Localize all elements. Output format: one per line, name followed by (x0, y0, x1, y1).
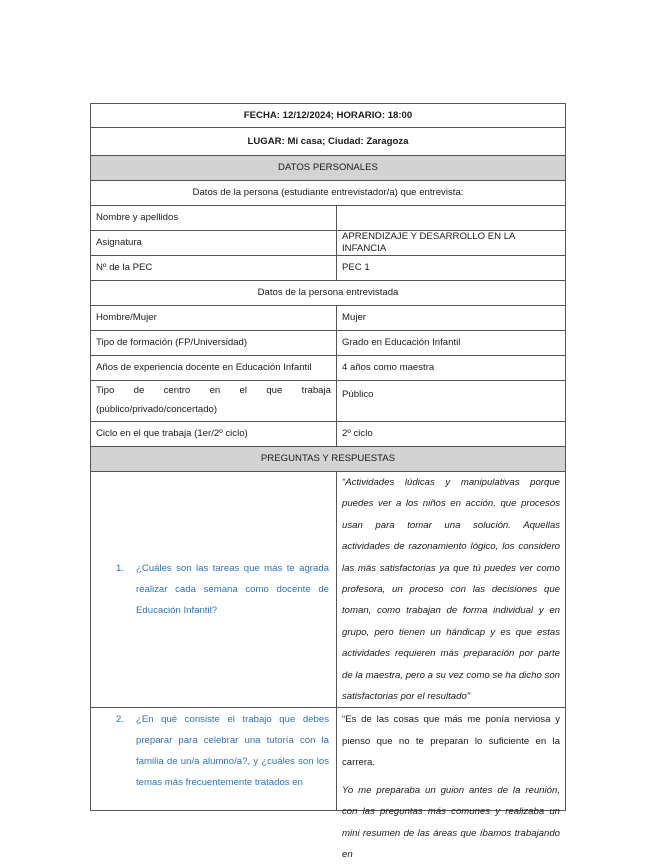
gender-value: Mujer (337, 306, 566, 331)
qa-row-1 (91, 472, 566, 708)
experience-value: 4 años como maestra (337, 356, 566, 381)
answer-cell-2 (337, 708, 566, 860)
personal-data-header-row (91, 156, 566, 181)
training-row (91, 331, 566, 356)
question-cell-1 (91, 472, 337, 708)
center-type-value: Público (337, 381, 566, 422)
name-row (91, 206, 566, 231)
pec-row (91, 256, 566, 281)
name-label: Nombre y apellidos (91, 206, 337, 231)
subject-row (91, 231, 566, 256)
interviewer-title: Datos de la persona (estudiante entrevistador/a) que entrevista: (91, 181, 566, 206)
question-number-2: 2. (116, 714, 125, 726)
name-value (337, 206, 566, 231)
answer-cell-1 (337, 472, 566, 708)
place-row (91, 128, 566, 156)
training-label: Tipo de formación (FP/Universidad) (91, 331, 337, 356)
question-cell-2 (91, 708, 337, 811)
question-number-1: 1. (116, 563, 125, 575)
gender-label: Hombre/Mujer (91, 306, 337, 331)
place-line: LUGAR: Mi casa; Ciudad: Zaragoza (91, 128, 566, 156)
date-row (91, 104, 566, 128)
personal-data-section-title: DATOS PERSONALES (91, 156, 566, 181)
subject-value: APRENDIZAJE Y DESARROLLO EN LA INFANCIA (337, 231, 566, 256)
interview-form-table (90, 103, 566, 860)
pec-value: PEC 1 (337, 256, 566, 281)
qa-header-row (91, 447, 566, 472)
experience-row (91, 356, 566, 381)
center-type-label: Tipo de centro en el que trabaja (público/privado/concertado) (91, 381, 337, 422)
pec-label: Nº de la PEC (91, 256, 337, 281)
interviewer-title-row (91, 181, 566, 206)
subject-label: Asignatura (91, 231, 337, 256)
answer-text-2-p1: “Es de las cosas que más me ponía nerviosa y pienso que no te preparan lo suficiente en la carrera. (342, 714, 560, 769)
question-text-1: ¿Cuáles son las tareas que más te agrada realizar cada semana como docente de Educación Infantil? (136, 563, 329, 617)
gender-row (91, 306, 566, 331)
qa-row-2 (91, 708, 566, 811)
answer-text-1: “Actividades lúdicas y manipulativas porque puedes ver a los niños en acción, que procesos usan para tomar una solución. Aquellas actividades de razonamiento lógico, los considero las más satisfactorias ya que tú puedes ver como profesora, un proceso con las decisiones que toman, como trabajan de forma individual y en grupo, pero tienen un hándicap y es que estas actividades requieren más preparación por parte de la maestra, pero a su vez como se ha dicho son satisfactorias por el resultado” (342, 477, 560, 703)
question-text-2: ¿En qué consiste el trabajo que debes preparar para celebrar una tutoría con la familia de un/a alumno/a?, y ¿cuáles son los temas más frecuentemente tratados en (136, 714, 329, 789)
experience-label: Años de experiencia docente en Educación Infantil (91, 356, 337, 381)
qa-section-title: PREGUNTAS Y RESPUESTAS (91, 447, 566, 472)
center-type-row (91, 381, 566, 422)
interviewee-title-row (91, 281, 566, 306)
cycle-value: 2º ciclo (337, 422, 566, 447)
training-value: Grado en Educación Infantil (337, 331, 566, 356)
date-time-line: FECHA: 12/12/2024; HORARIO: 18:00 (91, 104, 566, 128)
cycle-label: Ciclo en el que trabaja (1er/2º ciclo) (91, 422, 337, 447)
cycle-row (91, 422, 566, 447)
interviewee-title: Datos de la persona entrevistada (91, 281, 566, 306)
answer-text-2-p2: Yo me preparaba un guion antes de la reunión, con las preguntas más comunes y realizaba un mini resumen de las áreas que íbamos trabajando en (342, 784, 560, 860)
